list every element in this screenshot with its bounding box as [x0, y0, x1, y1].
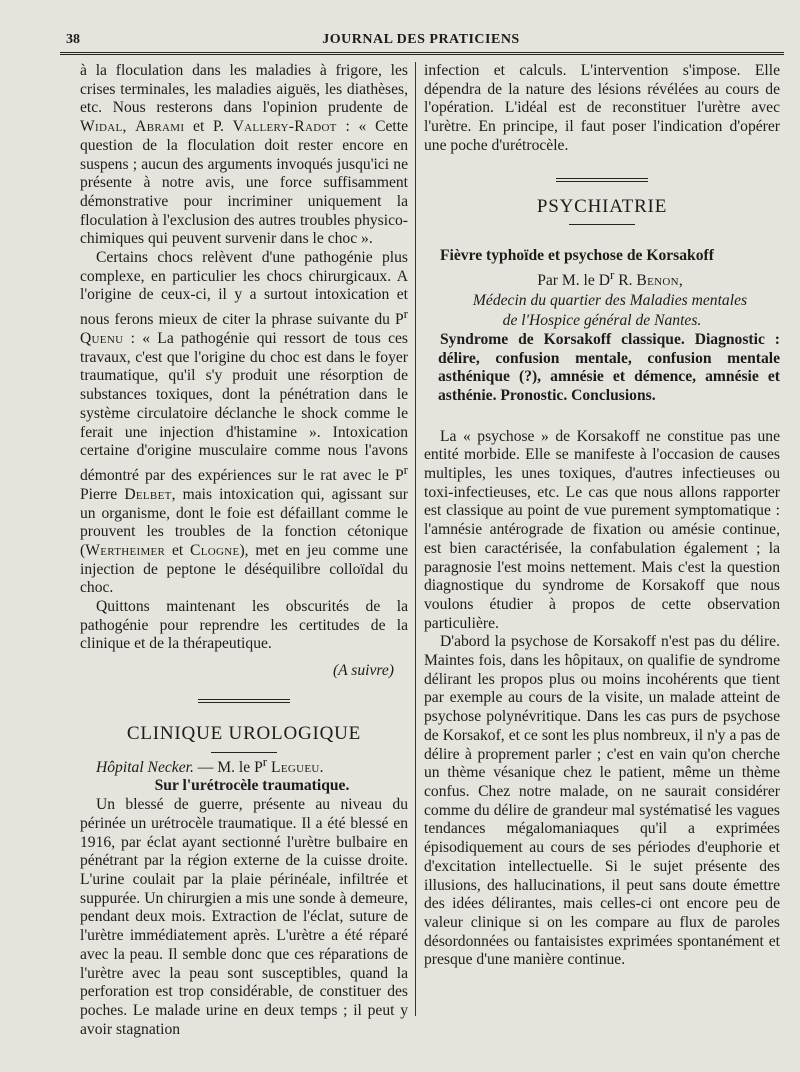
section-title: CLINIQUE UROLOGIQUE [126, 722, 362, 744]
author-name: Widal [80, 118, 123, 136]
journal-title: JOURNAL DES PRATICIENS [322, 32, 520, 47]
article-reference: Hôpital Necker. — M. le $P^r$ Legueu. [96, 753, 324, 776]
section-underline [569, 224, 635, 225]
article-synopsis: Syndrome de Korsakoff classique. Diagnostic : délire, confusion mentale, confusion mentale asthénique (?), amnésie et démence, amnésie et asthénie. Pronostic. Conclusions. [438, 330, 780, 404]
right-paragraph-3: D'abord la psychose de Korsakoff n'est pas du délire. Maintes fois, dans les hôpitaux, on qualifie de syndrome délirant les propos plus ou moins incohérents que tient par exemple au cours de la visite, un malade atteint de psychose polynévritique. Dans les cas purs de psychose de Korsakof, et ce sont les plus nombreux, il n'y a pas de délire à proprement parler ; c'est en vain qu'on cherche un thème vésanique chez le patient, même un thème confus. Chez notre malade, on ne saurait considérer comme du délire de grandeur mal systématisé les vagues tendances mégalomaniaques qu'il a exprimées épisodiquement au cours de ses périodes d'euphorie et d'excitation intellectuelle. Si le sujet présente des illusions, des hallucinations, il peut sans doute émettre des idées délirantes, mais celles-ci ont encore peu de valeur clinique si on les compare au flux de paroles désordonnées ou fantaisistes exprimées spontanément et presque d'une manière continue. [424, 633, 780, 969]
author-name: Quenu [80, 330, 124, 348]
author-name: Abrami [135, 118, 185, 136]
left-paragraph-4: Un blessé de guerre, présente au niveau du périnée un urétrocèle traumatique. Il a été blessé en 1916, par éclat ayant sectionné l'urètre bulbaire en pénétrant par la région externe de la cuisse droite. L'urine coulait par la plaie périnéale, infiltrée et suppurée. Un chirurgien a mis une sonde à demeure, pendant deux mois. Extraction de l'éclat, suture de l'urètre immédiatement après. L'urètre a été réparé avec la peau. Il semble donc que ces réparations de l'urètre avec la peau sont susceptibles, quand la perforation est trop considérable, de constituer des poches. Le malade urine en deux temps ; il peut y avoir stagnation [80, 796, 408, 1038]
author-affiliation: Médecin du quartier des Maladies mentales de l'Hospice général de Nantes. [472, 291, 748, 329]
page-number: 38 [66, 32, 80, 47]
right-column [424, 62, 780, 1016]
right-paragraph-1: infection et calculs. L'intervention s'impose. Elle dépendra de la nature des lésions révélées au cours de l'opération. L'idéal est de reconstituer l'urètre avec l'urètre. En principe, il faut poser l'indication d'opérer une poche d'urétrocèle. [424, 62, 780, 154]
right-paragraph-2: La « psychose » de Korsakoff ne constitue pas une entité morbide. Elle se manifeste à l'occasion de causes multiples, les unes toxiques, d'autres infectieuses ou toxi-infectieuses, etc. Le cas que nous allons rapporter est classique au point de vue purement symptomatique : l'amnésie antérograde de fixation ou amésie continue, est bien caractérisée, la confabulation également ; la paragnosie l'est moins nettement. Mais c'est la question diagnostique du syndrome de Korsakoff que nous voulons étudier à propos de cette observation particulière. [424, 427, 780, 632]
section-title: PSYCHIATRIE [536, 195, 668, 217]
page-header [60, 30, 782, 50]
author-name: Vallery-Radot [232, 118, 337, 136]
to-be-continued: (A suivre) [332, 662, 394, 680]
article-title: Fièvre typhoïde et psychose de Korsakoff [440, 247, 714, 265]
header-rule [60, 52, 784, 55]
left-paragraph-3: Quittons maintenant les obscurités de la pathogénie pour reprendre les certitudes de la clinique et de la thérapeutique. [80, 598, 408, 653]
article-title: Sur l'urétrocèle traumatique. [154, 777, 350, 795]
author-name: Delbet [124, 485, 172, 503]
article-author: Par M. le $D^r$ R. Benon, [537, 266, 683, 290]
column-divider [415, 62, 416, 1016]
left-paragraph-1: à la floculation dans les maladies à frigore, les crises terminales, les maladies aiguës, les diathèses, etc. Nous resterons dans l'opinion prudente de Widal, Abrami et P. Vallery-Radot : « Cette question de la floculation doit rester encore en suspens ; aucun des arguments invoqués jusqu'ici ne présente à notre avis, une force suffisamment démonstrative pour incriminer uniquement la floculation à l'exclusion des autres troubles physico-chimiques qui peuvent survenir dans le choc ». [80, 62, 409, 248]
author-name: Wertheimer [85, 541, 166, 559]
left-paragraph-2: Certains chocs relèvent d'une pathogénie plus complexe, en particulier les chocs chirurgicaux. A l'origine de ceux-ci, il y a surtout intoxication et nous ferons mieux de citer la phrase suivante du $P^r$ Quenu : « La pathogénie qui ressort de tous ces travaux, c'est que l'origine du choc est dans le foyer traumatique, qu'il s'y produit une résorption de substances toxiques, dont la pénétration dans le système circulatoire déclanche le shock comme le ferait une injection d'histamine ». Intoxication certaine d'origine musculaire comme nous l'avons démontré par des expériences sur le rat avec le $P^r$ Pierre Delbet, mais intoxication qui, agissant sur un organisme, dont le foie est défaillant comme le prouvent les troubles de la fonction cétonique (Wertheimer et Clogne), met en jeu comme une injection de peptone le déséquilibre colloïdal du choc. [80, 249, 408, 597]
section-divider [556, 178, 648, 182]
section-divider [198, 699, 290, 703]
left-column [80, 62, 409, 1038]
author-name: Clogne [190, 541, 240, 559]
